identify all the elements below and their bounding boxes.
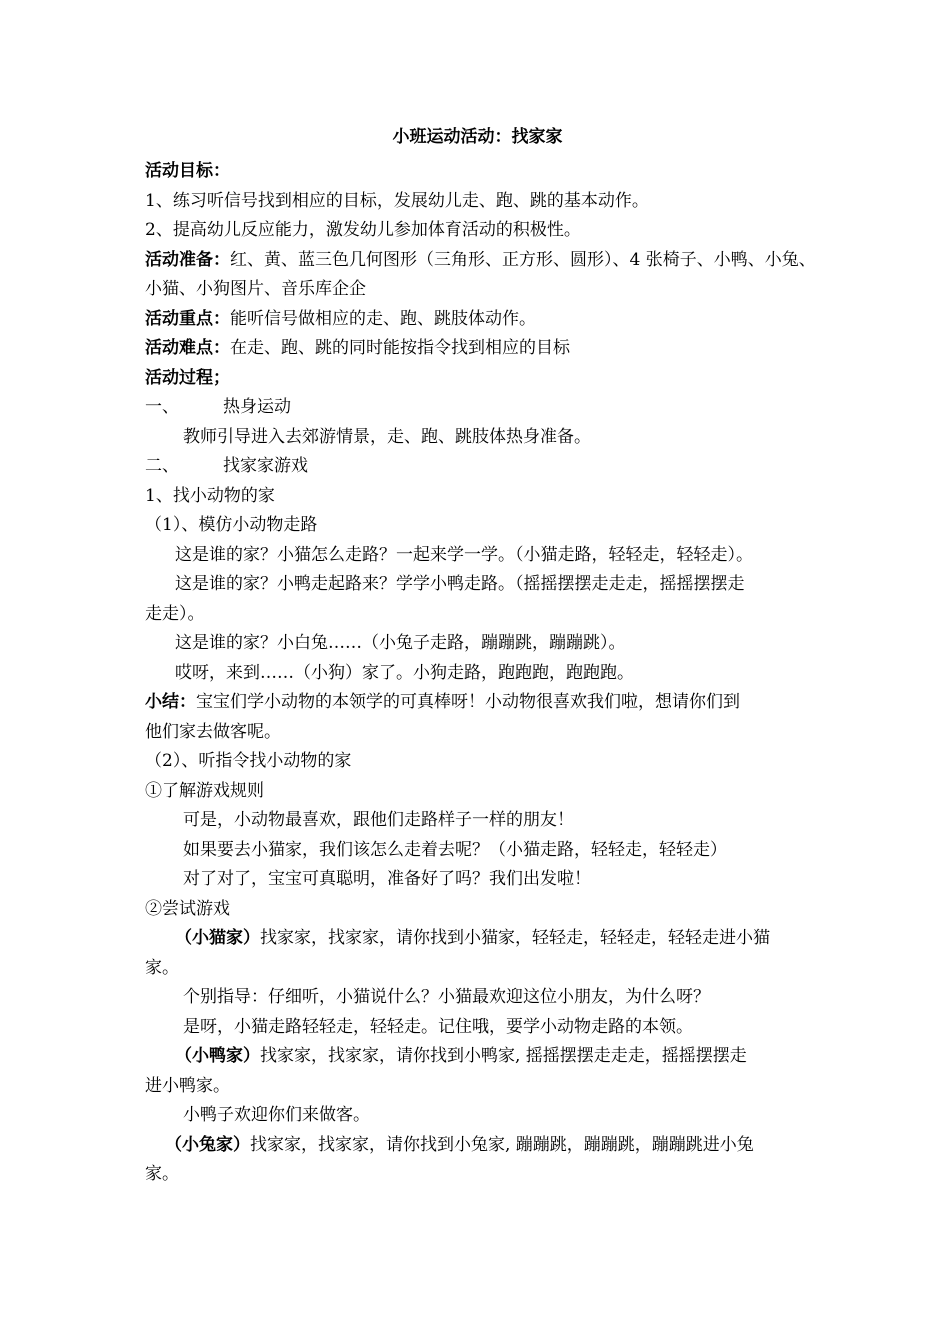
paragraph-duck-1: 这是谁的家？小鸭走起路来？学学小鸭走路。（摇摇摆摆走走走，摇摇摆摆走	[175, 574, 745, 594]
difficulty-label: 活动难点：	[145, 338, 230, 358]
subsection-1: 1、找小动物的家	[145, 485, 275, 506]
section-1-title: 热身运动	[223, 397, 291, 417]
step-2: ②尝试游戏	[145, 898, 230, 919]
section-1-text: 教师引导进入去郊游情景，走、跑、跳肢体热身准备。	[183, 426, 591, 447]
summary-text-2: 他们家去做客呢。	[145, 721, 281, 742]
duck-home	[145, 1042, 810, 1072]
goals-heading: 活动目标：	[145, 161, 230, 181]
duck-home-text-1: 找家家，找家家，请你找到小鸭家, 摇摇摆摆走走走，摇摇摆摆走	[260, 1046, 747, 1066]
rule-2: 如果要去小猫家，我们该怎么走着去呢？（小猫走路，轻轻走，轻轻走）	[183, 839, 727, 860]
key-point-text: 能听信号做相应的走、跑、跳肢体动作。	[230, 308, 536, 329]
summary-label: 小结：	[145, 692, 196, 712]
subsection-1-1: （1）、模仿小动物走路	[145, 515, 318, 535]
preparation-label: 活动准备：	[145, 249, 230, 270]
guidance-2: 是呀，小猫走路轻轻走，轻轻走。记住哦，要学小动物走路的本领。	[183, 1016, 693, 1037]
cat-home-text-1: 找家家，找家家，请你找到小猫家，轻轻走，轻轻走，轻轻走进小猫	[260, 928, 770, 948]
paragraph-rabbit: 这是谁的家？小白兔……（小兔子走路，蹦蹦跳，蹦蹦跳）。	[175, 633, 626, 653]
rabbit-home-text-1: 找家家，找家家，请你找到小兔家, 蹦蹦跳，蹦蹦跳，蹦蹦跳进小兔	[250, 1134, 754, 1155]
cat-home-text-2: 家。	[145, 957, 179, 978]
subsection-1-2: （2）、听指令找小动物的家	[145, 751, 352, 771]
document-title: 小班运动活动：找家家	[392, 127, 563, 147]
rule-1: 可是，小动物最喜欢，跟他们走路样子一样的朋友！	[183, 810, 574, 830]
duck-welcome: 小鸭子欢迎你们来做客。	[183, 1105, 370, 1125]
difficulty-text: 在走、跑、跳的同时能按指令找到相应的目标	[230, 338, 570, 358]
paragraph-cat: 这是谁的家？小猫怎么走路？一起来学一学。（小猫走路，轻轻走，轻轻走）。	[175, 544, 753, 565]
process-heading: 活动过程；	[145, 367, 230, 388]
summary	[145, 688, 810, 718]
cat-home-label: （小猫家）	[175, 928, 260, 948]
section-2-heading	[145, 452, 810, 482]
duck-home-text-2: 进小鸭家。	[145, 1075, 230, 1096]
paragraph-duck-2: 走走）。	[145, 603, 205, 624]
goal-1: 1、练习听信号找到相应的目标，发展幼儿走、跑、跳的基本动作。	[145, 190, 649, 211]
summary-text-1: 宝宝们学小动物的本领学的可真棒呀！小动物很喜欢我们啦，想请你们到	[196, 692, 740, 712]
difficulty	[145, 334, 810, 364]
preparation	[145, 246, 816, 276]
section-2-title: 找家家游戏	[223, 456, 308, 476]
duck-home-label: （小鸭家）	[175, 1046, 260, 1066]
rabbit-home-text-2: 家。	[145, 1164, 179, 1184]
key-point	[145, 305, 810, 335]
section-2-number: 二、	[145, 456, 179, 476]
rabbit-home-label: （小兔家）	[165, 1134, 250, 1155]
key-point-label: 活动重点：	[145, 308, 230, 329]
rule-3: 对了对了，宝宝可真聪明，准备好了吗？我们出发啦！	[183, 869, 591, 889]
preparation-text-2: 小猫、小狗图片、音乐库企企	[145, 279, 366, 299]
rabbit-home	[145, 1131, 810, 1161]
step-1: ①了解游戏规则	[145, 780, 264, 801]
section-1-heading	[145, 393, 810, 423]
section-1-number: 一、	[145, 397, 179, 417]
cat-home	[145, 924, 810, 954]
goal-2: 2、提高幼儿反应能力，激发幼儿参加体育活动的积极性。	[145, 220, 581, 240]
guidance-1: 个别指导：仔细听，小猫说什么？小猫最欢迎这位小朋友，为什么呀？	[183, 987, 710, 1007]
paragraph-dog: 哎呀，来到……（小狗）家了。小狗走路，跑跑跑，跑跑跑。	[175, 662, 634, 683]
preparation-text-1: 红、黄、蓝三色几何图形（三角形、正方形、圆形）、4 张椅子、小鸭、小兔、	[230, 249, 816, 270]
